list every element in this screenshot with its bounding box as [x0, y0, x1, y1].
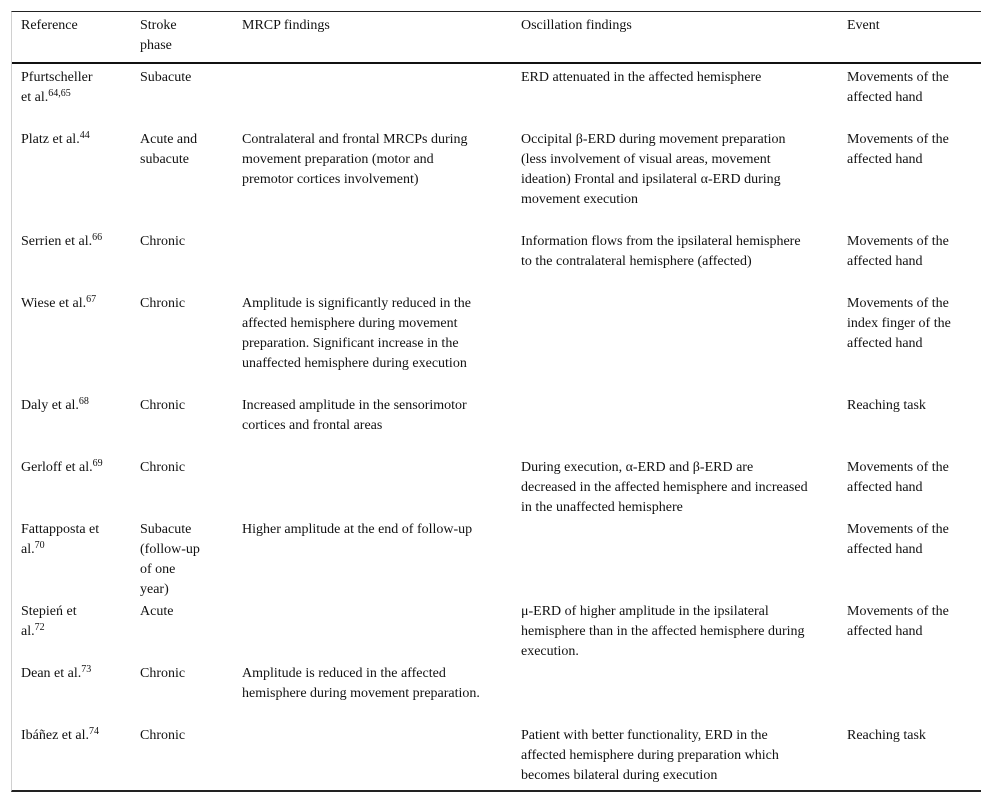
stroke-phase-cell: Acute and subacute	[140, 132, 198, 167]
reference-text: Platz et al.	[21, 132, 80, 147]
table-row	[12, 392, 981, 454]
event-cell: Reaching task	[847, 728, 926, 743]
event-cell: Movements of the affected hand	[847, 234, 949, 269]
reference-cell	[21, 664, 103, 684]
table-row	[12, 660, 981, 722]
reference-text: Fattapposta et al.	[21, 522, 100, 557]
mrcp-cell: Contralateral and frontal MRCPs during movement preparation (motor and premotor cortices involvement)	[242, 132, 468, 187]
reference-cell	[21, 68, 103, 108]
stroke-phase-cell: Chronic	[140, 666, 186, 681]
event-cell: Reaching task	[847, 398, 926, 413]
stroke-phase-cell: Chronic	[140, 728, 186, 743]
reference-text: Gerloff et al.	[21, 460, 93, 475]
mrcp-cell: Amplitude is significantly reduced in the affected hemisphere during movement preparation. Significant increase in the unaffected hemisphere during execution	[242, 296, 472, 371]
event-cell: Movements of the index finger of the affected hand	[847, 296, 951, 351]
event-cell: Movements of the affected hand	[847, 522, 949, 557]
stroke-phase-cell: Subacute	[140, 70, 192, 85]
reference-cell	[21, 458, 103, 478]
reference-text: Serrien et al.	[21, 234, 93, 249]
mrcp-cell: Increased amplitude in the sensorimotor cortices and frontal areas	[242, 398, 467, 433]
reference-text: Stepień et al.	[21, 604, 77, 639]
stroke-phase-cell: Chronic	[140, 234, 186, 249]
header-event: Event	[847, 18, 880, 33]
header-oscillation: Oscillation findings	[521, 18, 632, 33]
table-row	[12, 64, 981, 126]
citation-sup: 68	[78, 396, 89, 407]
findings-table	[11, 11, 981, 792]
reference-cell	[21, 520, 103, 560]
event-cell: Movements of the affected hand	[847, 132, 949, 167]
reference-cell	[21, 294, 103, 314]
citation-sup: 72	[34, 622, 45, 633]
mrcp-cell: Amplitude is reduced in the affected hemisphere during movement preparation.	[242, 666, 480, 701]
reference-text: Pfurtscheller et al.	[21, 70, 93, 105]
reference-cell	[21, 726, 103, 746]
reference-cell	[21, 130, 103, 150]
reference-cell	[21, 232, 103, 252]
reference-text: Ibáñez et al.	[21, 728, 90, 743]
citation-sup: 67	[86, 294, 97, 305]
oscillation-cell: Patient with better functionality, ERD in the affected hemisphere during preparation which becomes bilateral during execution	[521, 728, 779, 783]
stroke-phase-cell: Chronic	[140, 460, 186, 475]
citation-sup: 73	[81, 664, 92, 675]
oscillation-cell: μ-ERD of higher amplitude in the ipsilateral hemisphere than in the affected hemisphere during execution.	[521, 604, 805, 659]
citation-sup: 74	[89, 726, 100, 737]
event-cell: Movements of the affected hand	[847, 604, 949, 639]
table-row	[12, 290, 981, 392]
reference-cell	[21, 396, 103, 416]
table-row	[12, 454, 981, 516]
table-row	[12, 126, 981, 228]
citation-sup: 64,65	[48, 88, 71, 99]
event-cell: Movements of the affected hand	[847, 70, 949, 105]
reference-text: Wiese et al.	[21, 296, 87, 311]
oscillation-cell: ERD attenuated in the affected hemisphere	[521, 70, 762, 85]
reference-text: Dean et al.	[21, 666, 82, 681]
reference-cell	[21, 602, 103, 642]
citation-sup: 44	[79, 130, 90, 141]
table-row	[12, 598, 981, 660]
oscillation-cell: Occipital β-ERD during movement preparation (less involvement of visual areas, movement ideation) Frontal and ipsilateral α-ERD during movement execution	[521, 132, 786, 207]
citation-sup: 66	[92, 232, 103, 243]
event-cell: Movements of the affected hand	[847, 460, 949, 495]
citation-sup: 70	[34, 540, 45, 551]
mrcp-cell: Higher amplitude at the end of follow-up	[242, 522, 473, 537]
table-header	[12, 12, 981, 64]
stroke-phase-cell: Acute	[140, 604, 174, 619]
table-row	[12, 228, 981, 290]
header-stroke-phase: Stroke phase	[140, 18, 177, 53]
citation-sup: 69	[92, 458, 103, 469]
table-row	[12, 722, 981, 786]
stroke-phase-cell: Chronic	[140, 398, 186, 413]
stroke-phase-cell: Chronic	[140, 296, 186, 311]
oscillation-cell: During execution, α-ERD and β-ERD are decreased in the affected hemisphere and increased in the unaffected hemisphere	[521, 460, 808, 515]
oscillation-cell: Information flows from the ipsilateral hemisphere to the contralateral hemisphere (affected)	[521, 234, 801, 269]
header-mrcp: MRCP findings	[242, 18, 330, 33]
table-row	[12, 516, 981, 598]
reference-text: Daly et al.	[21, 398, 79, 413]
header-reference: Reference	[21, 18, 78, 33]
stroke-phase-cell: Subacute (follow-up of one year)	[140, 522, 200, 597]
